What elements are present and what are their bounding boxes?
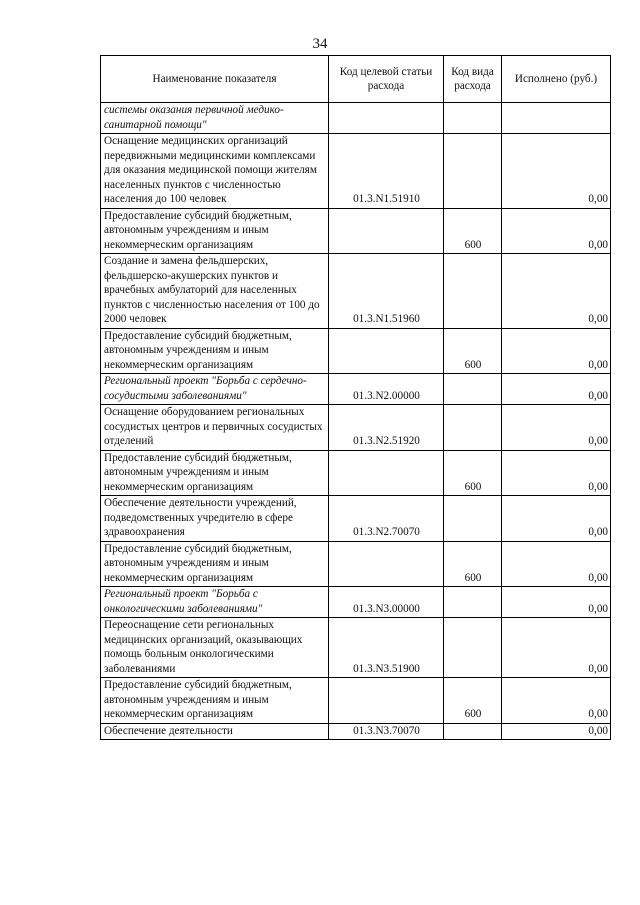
target-code-cell [329, 328, 444, 374]
indicator-name-cell: Оснащение медицинских организаций передвижными медицинскими комплексами для оказания медицинской помощи жителям населенных пунктов с численностью населения до 100 человек [101, 134, 329, 209]
indicator-name-cell: Переоснащение сети региональных медицинских организаций, оказывающих помощь больным онкологическими заболеваниями [101, 618, 329, 678]
executed-amount-cell: 0,00 [502, 587, 611, 618]
header-executed-amount: Исполнено (руб.) [502, 56, 611, 103]
executed-amount-cell: 0,00 [502, 328, 611, 374]
executed-amount-cell: 0,00 [502, 208, 611, 254]
table-row [101, 618, 611, 678]
table-row [101, 723, 611, 740]
target-code-cell: 01.3.N3.51900 [329, 618, 444, 678]
expense-type-cell [444, 723, 502, 740]
executed-amount-cell: 0,00 [502, 678, 611, 724]
expense-type-cell: 600 [444, 541, 502, 587]
expense-type-cell [444, 618, 502, 678]
executed-amount-cell: 0,00 [502, 374, 611, 405]
executed-amount-cell: 0,00 [502, 134, 611, 209]
target-code-cell [329, 450, 444, 496]
page-number: 34 [312, 36, 328, 52]
target-code-cell: 01.3.N1.51910 [329, 134, 444, 209]
indicator-name-cell: Предоставление субсидий бюджетным, автономным учреждениям и иным некоммерческим организациям [101, 328, 329, 374]
executed-amount-cell [502, 103, 611, 134]
table-row [101, 103, 611, 134]
header-target-code: Код целевой статьи расхода [329, 56, 444, 103]
expense-type-cell [444, 496, 502, 542]
table-row [101, 208, 611, 254]
target-code-cell: 01.3.N3.00000 [329, 587, 444, 618]
expense-type-cell [444, 103, 502, 134]
expense-type-cell [444, 134, 502, 209]
target-code-cell: 01.3.N2.00000 [329, 374, 444, 405]
expense-type-cell: 600 [444, 450, 502, 496]
indicator-name-cell: Создание и замена фельдшерских, фельдшерско-акушерских пунктов и врачебных амбулаторий для населенных пунктов с численностью населения от 100 до 2000 человек [101, 254, 329, 329]
indicator-name-cell: Предоставление субсидий бюджетным, автономным учреждениям и иным некоммерческим организациям [101, 678, 329, 724]
target-code-cell [329, 678, 444, 724]
expense-type-cell [444, 587, 502, 618]
target-code-cell: 01.3.N2.70070 [329, 496, 444, 542]
budget-table [100, 55, 611, 740]
table-row [101, 328, 611, 374]
target-code-cell: 01.3.N1.51960 [329, 254, 444, 329]
table-row [101, 405, 611, 451]
target-code-cell [329, 103, 444, 134]
executed-amount-cell: 0,00 [502, 541, 611, 587]
expense-type-cell [444, 254, 502, 329]
executed-amount-cell: 0,00 [502, 450, 611, 496]
table-row [101, 587, 611, 618]
executed-amount-cell: 0,00 [502, 405, 611, 451]
executed-amount-cell: 0,00 [502, 254, 611, 329]
executed-amount-cell: 0,00 [502, 618, 611, 678]
expense-type-cell: 600 [444, 328, 502, 374]
indicator-name-cell: Предоставление субсидий бюджетным, автономным учреждениям и иным некоммерческим организациям [101, 541, 329, 587]
indicator-name-cell: Обеспечение деятельности [101, 723, 329, 740]
expense-type-cell: 600 [444, 678, 502, 724]
target-code-cell: 01.3.N3.70070 [329, 723, 444, 740]
table-row [101, 374, 611, 405]
table-header-row [101, 56, 611, 103]
expense-type-cell [444, 405, 502, 451]
header-expense-type-code: Код вида расхода [444, 56, 502, 103]
indicator-name-cell: Предоставление субсидий бюджетным, автономным учреждениям и иным некоммерческим организациям [101, 450, 329, 496]
header-indicator-name: Наименование показателя [101, 56, 329, 103]
table-row [101, 496, 611, 542]
indicator-name-cell: Предоставление субсидий бюджетным, автономным учреждениям и иным некоммерческим организациям [101, 208, 329, 254]
target-code-cell [329, 208, 444, 254]
table-row [101, 678, 611, 724]
expense-type-cell [444, 374, 502, 405]
target-code-cell: 01.3.N2.51920 [329, 405, 444, 451]
target-code-cell [329, 541, 444, 587]
table-row [101, 450, 611, 496]
table-row [101, 134, 611, 209]
executed-amount-cell: 0,00 [502, 496, 611, 542]
executed-amount-cell: 0,00 [502, 723, 611, 740]
expense-type-cell: 600 [444, 208, 502, 254]
indicator-name-cell: системы оказания первичной медико-санитарной помощи" [101, 103, 329, 134]
table-row [101, 541, 611, 587]
indicator-name-cell: Оснащение оборудованием региональных сосудистых центров и первичных сосудистых отделений [101, 405, 329, 451]
indicator-name-cell: Региональный проект "Борьба с сердечно-сосудистыми заболеваниями" [101, 374, 329, 405]
indicator-name-cell: Обеспечение деятельности учреждений, подведомственных учредителю в сфере здравоохранения [101, 496, 329, 542]
table-row [101, 254, 611, 329]
indicator-name-cell: Региональный проект "Борьба с онкологическими заболеваниями" [101, 587, 329, 618]
table-body [101, 103, 611, 740]
